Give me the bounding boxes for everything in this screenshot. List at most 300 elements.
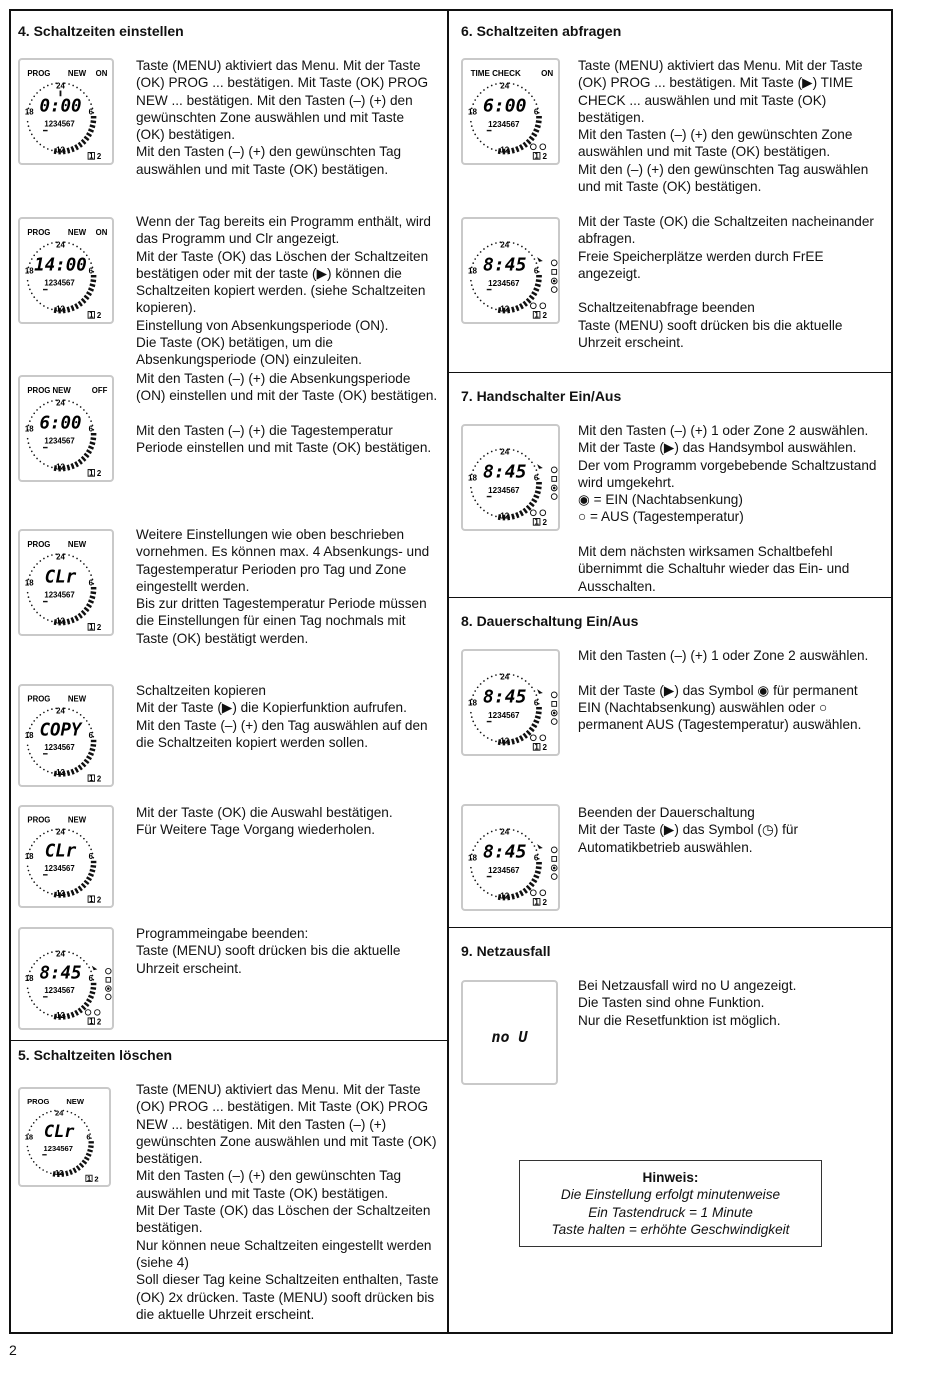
dial-dot: [470, 280, 472, 282]
dial-dot: [477, 296, 479, 298]
dial-dot: [51, 708, 53, 710]
s4-text-3: Mit den Tasten (–) (+) die Absenkungsperiode (ON) einstellen und mit der Taste (OK) bestätigen. Mit den Tasten (–) (+) die Tagestemperatur Periode einstellen und mit Taste (OK) bestätigen.: [136, 371, 438, 456]
dial-dot: [51, 83, 53, 85]
dial-dot: [528, 92, 530, 94]
dial-dot: [39, 560, 41, 562]
display-mode-label: PROG NEW: [27, 386, 71, 396]
program-segment: [72, 306, 74, 311]
zone-2-state-icon: [95, 1010, 101, 1016]
dial-dot: [36, 717, 38, 719]
dial-dot: [477, 503, 479, 505]
dial-dot: [487, 892, 489, 894]
dial-label-6: 6: [533, 107, 539, 117]
dial-dot: [33, 963, 35, 965]
program-segment: [527, 506, 531, 510]
dial-dot: [86, 412, 88, 414]
program-segment: [90, 284, 95, 286]
dial-dot: [27, 592, 29, 594]
dial-dot: [47, 85, 49, 87]
dial-dot: [90, 103, 92, 105]
dial-dot: [477, 137, 479, 139]
zone-2-state-icon: [540, 510, 546, 516]
dial-dot: [43, 712, 45, 714]
dial-dot: [39, 248, 41, 250]
program-segment: [90, 870, 95, 871]
program-segment: [87, 1150, 92, 1151]
program-segment: [75, 1010, 78, 1015]
dial-dot: [39, 957, 41, 959]
dial-dot: [80, 714, 82, 716]
display-state-label: OFF: [91, 386, 108, 396]
dial-dot: [39, 406, 41, 408]
zone-1-label: 1: [89, 1016, 94, 1026]
dial-label-6: 6: [533, 698, 539, 708]
dial-dot: [80, 89, 82, 91]
dial-dot: [83, 960, 85, 962]
dial-dot: [28, 870, 30, 872]
dial-dot: [33, 760, 35, 762]
zone-2-label: 2: [542, 743, 547, 753]
lcd-display: [461, 217, 560, 324]
zone-1-label: 1: [534, 897, 539, 907]
dial-dot: [487, 453, 489, 455]
program-segment: [529, 883, 533, 887]
section-6-title: 6. Schaltzeiten abfragen: [461, 23, 622, 39]
dial-dot: [47, 1014, 49, 1016]
dial-label-6: 6: [86, 1132, 91, 1142]
dial-dot: [36, 1007, 38, 1009]
dial-dot: [517, 676, 519, 678]
dial-dot: [487, 146, 489, 148]
dial-label-6: 6: [88, 731, 94, 741]
program-segment: [516, 893, 518, 898]
display-weekdays: 1234567: [44, 590, 75, 600]
dial-dot: [83, 717, 85, 719]
dial-label-18: 18: [468, 266, 477, 276]
program-segment: [524, 301, 527, 306]
program-segment: [88, 600, 93, 602]
program-segment: [68, 891, 69, 896]
dial-label-18: 18: [24, 266, 34, 276]
dial-dot: [31, 1000, 33, 1002]
dial-dot: [72, 85, 74, 87]
dial-dot: [477, 728, 479, 730]
section-divider-8: [448, 597, 893, 598]
dial-dot: [76, 955, 78, 957]
display-weekdays: 1234567: [44, 864, 75, 874]
program-segment: [82, 1160, 86, 1163]
dial-dot: [474, 725, 476, 727]
program-segment: [72, 147, 74, 152]
dial-dot: [43, 1012, 45, 1014]
zone-2-label: 2: [96, 311, 102, 321]
program-segment: [88, 996, 93, 998]
display-mode-label: PROG: [27, 69, 51, 79]
dial-dot: [39, 144, 41, 146]
dial-dot: [43, 890, 45, 892]
program-segment: [529, 728, 533, 732]
s8-text-2: Beenden der Dauerschaltung Mit der Taste (▶) das Symbol (◷) für Automatikbetrieb auswählen.: [578, 805, 798, 855]
dial-dot: [483, 735, 485, 737]
dial-dot: [487, 737, 489, 739]
dial-dot: [495, 83, 497, 85]
dial-dot: [67, 1111, 69, 1113]
dial-dot: [68, 83, 70, 85]
dial-dot: [72, 710, 74, 712]
dial-label-12: 12: [56, 616, 65, 626]
dial-dot: [29, 1129, 31, 1131]
display-time: 8:45: [483, 461, 527, 483]
dial-dot: [39, 1009, 41, 1011]
dial-dot: [36, 300, 38, 302]
dial-dot: [74, 1114, 76, 1116]
lcd-display: [18, 529, 114, 636]
display-mode-label: PROG: [27, 1097, 50, 1107]
dial-dot: [534, 690, 536, 692]
dial-dot: [531, 686, 533, 688]
dial-label-18: 18: [24, 578, 34, 588]
dial-label-24: 24: [500, 827, 510, 837]
dial-dot: [90, 728, 92, 730]
program-segment: [524, 888, 527, 893]
program-segment: [534, 288, 539, 290]
dial-dot: [470, 487, 472, 489]
dial-dot: [83, 838, 85, 840]
dial-dot: [80, 835, 82, 837]
dial-dot: [29, 874, 31, 876]
program-segment: [84, 296, 88, 300]
dial-dot: [525, 835, 527, 837]
dial-dot: [72, 402, 74, 404]
hinweis-box: [519, 1160, 822, 1247]
zone-2-state-icon: [540, 735, 546, 741]
dial-dot: [474, 465, 476, 467]
dial-dot: [86, 963, 88, 965]
dial-dot: [88, 967, 90, 969]
dial-dot: [29, 996, 31, 998]
dial-dot: [31, 878, 33, 880]
dial-dot: [36, 960, 38, 962]
program-segment: [90, 749, 95, 750]
dial-dot: [534, 258, 536, 260]
display-weekdays: 1234567: [488, 710, 520, 720]
program-segment: [536, 280, 542, 281]
program-segment: [88, 129, 93, 131]
program-segment: [535, 871, 540, 873]
program-segment: [88, 1146, 93, 1147]
dial-label-18: 18: [24, 1132, 34, 1142]
program-segment: [77, 1166, 80, 1170]
program-segment: [87, 756, 92, 759]
display-weekdays: 1234567: [488, 865, 520, 875]
dial-dot: [36, 1164, 38, 1166]
program-segment: [72, 1012, 74, 1017]
dial-dot: [84, 1122, 86, 1124]
dial-dot: [536, 262, 538, 264]
program-segment: [68, 619, 69, 625]
program-segment: [512, 148, 513, 154]
dial-label-18: 18: [24, 107, 34, 117]
dial-dot: [47, 771, 49, 773]
zone-2-label: 2: [96, 469, 102, 479]
program-segment: [84, 760, 88, 763]
dial-dot: [36, 885, 38, 887]
dial-dot: [487, 512, 489, 514]
dial-dot: [487, 246, 489, 248]
hinweis-title: Hinweis:: [642, 1170, 699, 1185]
zone-1-label: 1: [89, 468, 94, 478]
program-segment: [90, 442, 95, 444]
dial-dot: [27, 744, 29, 746]
dial-dot: [483, 680, 485, 682]
dial-dot: [50, 1111, 52, 1113]
display-mode-label: PROG: [27, 694, 51, 704]
dial-dot: [531, 254, 533, 256]
dial-dot: [47, 831, 49, 833]
dial-dot: [495, 309, 497, 311]
dial-dot: [480, 838, 482, 840]
dial-dot: [474, 258, 476, 260]
dial-dot: [28, 125, 30, 127]
dial-dot: [513, 242, 515, 244]
dial-dot: [72, 831, 74, 833]
s8-text-1: Mit den Tasten (–) (+) 1 oder Zone 2 auswählen. Mit der Taste (▶) das Symbol ◉ für permanent EIN (Nachtabsenkung) auswählen oder ○ permanent AUS (Tagestemperatur) auswählen.: [578, 648, 869, 733]
program-segment: [86, 1154, 91, 1156]
dial-dot: [491, 831, 493, 833]
dial-dot: [43, 617, 45, 619]
dial-label-12: 12: [56, 1010, 65, 1020]
program-segment: [534, 495, 539, 497]
program-segment: [529, 137, 533, 141]
program-segment: [534, 875, 539, 877]
zone-1-label: 1: [89, 622, 94, 632]
program-segment: [520, 891, 523, 896]
program-segment: [79, 1008, 82, 1012]
dial-dot: [29, 971, 31, 973]
program-segment: [90, 596, 95, 598]
display-new-label: NEW: [66, 1097, 84, 1107]
s4-text-4: Weitere Einstellungen wie oben beschrieben vornehmen. Es können max. 4 Absenkungs- und Tagestemperatur Perioden pro Tag und Zone eingestellt werden. Bis zur dritten Tagestemperatur Periode müssen die Einstellungen für einen Tag nochmals mit Taste (OK) bestätigt werden.: [136, 527, 430, 646]
display-mode-label: PROG: [27, 228, 51, 238]
program-segment: [68, 1013, 69, 1018]
dial-dot: [72, 244, 74, 246]
dial-dot: [477, 254, 479, 256]
dial-dot: [517, 244, 519, 246]
program-segment: [516, 513, 518, 518]
dial-dot: [531, 461, 533, 463]
dial-dot: [72, 556, 74, 558]
program-segment: [520, 511, 523, 516]
program-segment: [84, 881, 88, 884]
section-8-title: 8. Dauerschaltung Ein/Aus: [461, 613, 639, 629]
program-segment: [91, 592, 96, 593]
lcd-display: [18, 58, 114, 165]
dial-label-12: 12: [56, 304, 65, 314]
dial-dot: [495, 741, 497, 743]
program-segment: [90, 125, 95, 127]
dial-dot: [47, 556, 49, 558]
dial-label-18: 18: [24, 974, 34, 984]
display-time: 6:00: [39, 412, 82, 434]
dial-dot: [88, 416, 90, 418]
program-segment: [79, 765, 82, 769]
dial-dot: [483, 248, 485, 250]
display-state-label: ON: [95, 228, 108, 238]
dial-dot: [495, 674, 497, 676]
dial-label-18: 18: [468, 698, 477, 708]
dial-dot: [472, 694, 474, 696]
dial-dot: [525, 455, 527, 457]
dial-dot: [43, 246, 45, 248]
dial-dot: [29, 728, 31, 730]
dial-dot: [29, 574, 31, 576]
dial-dot: [76, 558, 78, 560]
s4-text-7: Programmeingabe beenden: Taste (MENU) sooft drücken bis die aktuelle Uhrzeit erscheint.: [136, 926, 401, 976]
dial-dot: [487, 305, 489, 307]
on-icon-dot: [553, 487, 556, 490]
dial-dot: [88, 845, 90, 847]
program-segment: [534, 720, 539, 722]
dial-dot: [474, 845, 476, 847]
dial-dot: [536, 849, 538, 851]
zone-2-label: 2: [542, 518, 547, 528]
zone-2-label: 2: [96, 1017, 102, 1027]
display-new-label: NEW: [67, 694, 87, 704]
display-time: CLr: [43, 1121, 75, 1141]
program-segment: [88, 874, 93, 876]
dial-label-12: 12: [500, 736, 510, 746]
display-time: 8:45: [483, 686, 527, 708]
dial-label-18: 18: [468, 473, 477, 483]
dial-dot: [31, 724, 33, 726]
dial-dot: [33, 841, 35, 843]
dial-dot: [43, 404, 45, 406]
dial-dot: [51, 467, 53, 469]
clock-icon: [551, 692, 557, 698]
display-new-label: NEW: [67, 228, 87, 238]
program-segment: [91, 866, 96, 867]
dial-label-24: 24: [56, 949, 65, 959]
dial-dot: [36, 838, 38, 840]
dial-dot: [68, 554, 70, 556]
clock-icon: [551, 847, 557, 853]
s4-text-5: Schaltzeiten kopieren Mit der Taste (▶) die Kopierfunktion aufrufen. Mit den Taste (–) (+) den Tag auswählen auf den die Schaltzeiten kopiert werden sollen.: [136, 683, 428, 750]
zone-1-label: 1: [89, 894, 94, 904]
clock-icon: [551, 467, 557, 473]
display-time: CLr: [44, 566, 77, 588]
dial-dot: [525, 248, 527, 250]
dial-dot: [51, 829, 53, 831]
dial-dot: [27, 121, 29, 123]
dial-dot: [90, 420, 92, 422]
dial-label-24: 24: [500, 240, 510, 250]
hand-icon: [552, 857, 557, 862]
dial-dot: [491, 676, 493, 678]
lcd-display-power-fail: [461, 980, 558, 1085]
dial-dot: [47, 892, 49, 894]
s9-text: Bei Netzausfall wird no U angezeigt. Die Tasten sind ohne Funktion. Nur die Resetfunktion ist möglich.: [578, 978, 797, 1028]
program-segment: [82, 611, 86, 615]
zone-1-label: 1: [86, 1174, 92, 1183]
program-segment: [524, 508, 527, 513]
dial-dot: [46, 1112, 48, 1114]
program-segment: [524, 142, 527, 147]
dial-dot: [521, 246, 523, 248]
dial-dot: [477, 686, 479, 688]
lcd-display: [18, 1087, 111, 1187]
dial-dot: [76, 87, 78, 89]
dial-dot: [29, 262, 31, 264]
program-segment: [79, 142, 82, 147]
dial-dot: [88, 570, 90, 572]
dial-label-12: 12: [500, 891, 510, 901]
dial-dot: [68, 708, 70, 710]
dial-dot: [39, 615, 41, 617]
display-new-label: NEW: [67, 540, 87, 550]
lcd-display: [18, 927, 114, 1030]
zone-1-label: 1: [534, 517, 539, 527]
dial-dot: [28, 284, 30, 286]
dial-dot: [29, 447, 31, 449]
dial-dot: [51, 621, 53, 623]
zone-1-label: 1: [89, 310, 94, 320]
program-segment: [516, 147, 518, 152]
dial-dot: [88, 99, 90, 101]
dial-dot: [33, 1003, 35, 1005]
program-segment: [90, 992, 95, 993]
dial-dot: [472, 876, 474, 878]
dial-dot: [483, 835, 485, 837]
dial-dot: [491, 451, 493, 453]
dial-dot: [480, 300, 482, 302]
program-segment: [72, 769, 74, 774]
dial-dot: [480, 92, 482, 94]
dial-dot: [47, 710, 49, 712]
pointer-icon: [537, 689, 543, 694]
dial-dot: [43, 146, 45, 148]
program-segment: [87, 292, 92, 295]
dial-dot: [480, 887, 482, 889]
dial-dot: [83, 409, 85, 411]
program-segment: [527, 140, 531, 144]
section-divider-5: [9, 1040, 448, 1041]
dial-label-6: 6: [88, 578, 94, 588]
dial-dot: [31, 967, 33, 969]
dial-dot: [47, 307, 49, 309]
dial-dot: [47, 244, 49, 246]
s6-text-1: Taste (MENU) aktiviert das Menu. Mit der Taste (OK) PROG ... bestätigen. Mit Taste (▶) TIME CHECK ... auswählen und mit Taste (OK) bestätigen. Mit den Tasten (–) (+) den gewünschten Zone auswählen und mit Taste (OK) bestätigen. Mit den (–) (+) den gewünschten Tag auswählen und mit Taste (OK) bestätigen.: [578, 58, 869, 195]
dial-dot: [31, 605, 33, 607]
dial-dot: [28, 749, 30, 751]
lcd-display: [461, 58, 560, 165]
dial-dot: [27, 987, 29, 989]
dial-dot: [36, 1119, 38, 1121]
s4-text-1: Taste (MENU) aktiviert das Menu. Mit der Taste (OK) PROG ... bestätigen. Mit Taste (OK) PROG NEW ... bestätigen. Mit den Tasten (–) (+) den gewünschten Zone auswählen und mit Taste (OK) bestätigen. Mit den Tasten (–) (+) den gewünschten Tag auswählen und mit Taste (OK) bestätigen.: [136, 58, 429, 177]
dial-dot: [491, 894, 493, 896]
lcd-display: [18, 684, 114, 787]
lcd-display: [461, 424, 560, 531]
program-segment: [87, 604, 92, 607]
dial-label-6: 6: [88, 424, 94, 434]
dial-dot: [536, 103, 538, 105]
display-weekdays: 1234567: [44, 986, 75, 996]
program-segment: [84, 454, 88, 458]
dial-dot: [483, 890, 485, 892]
dial-dot: [33, 137, 35, 139]
dial-dot: [76, 246, 78, 248]
dial-dot: [39, 1167, 41, 1169]
lcd-display: [461, 804, 560, 911]
